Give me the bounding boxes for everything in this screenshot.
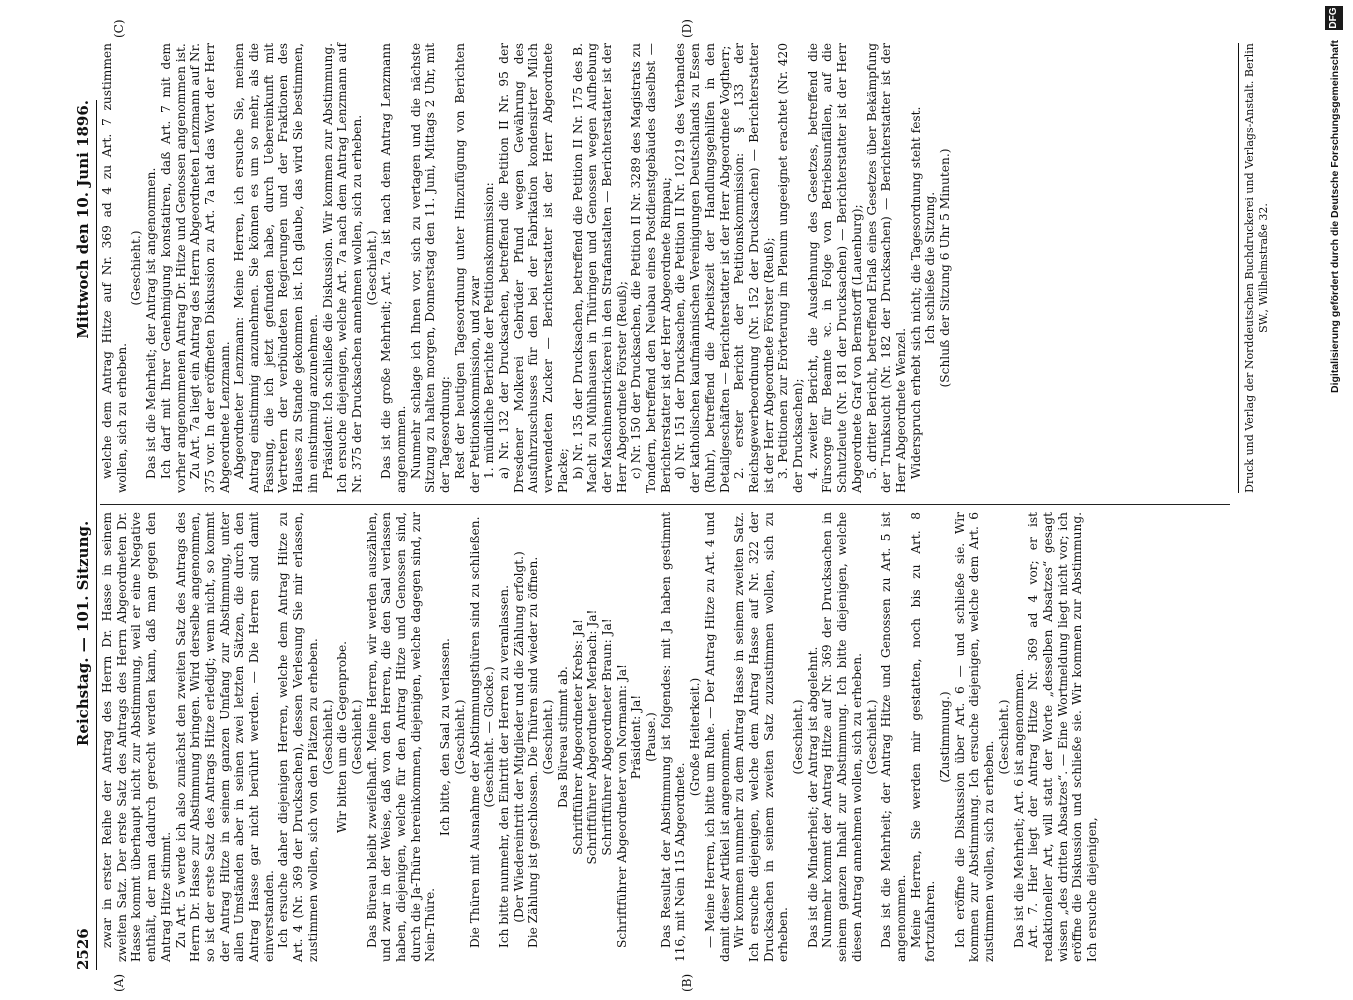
- paragraph: Art. 7. Hier liegt der Antrag Hitze Nr. 369 ad 4 vor; er ist redaktioneller Art, will statt der Worte „desselben Absatzes“ gesagt wissen „des dritten Absatzes“. — Eine Wortmeldung liegt nicht vor; ich eröffne die Diskussion und schließe sie. Wir kommen zur Abstimmung. Ich ersuche diejenigen,: [1026, 512, 1100, 962]
- paragraph: 2. erster Bericht der Petitionskommission: § 133 der Reichsgewerbeordnung (Nr. 152 der Drucksachen) — Berichterstatter ist der Herr Abgeordnete Förster (Reuß);: [732, 43, 776, 493]
- right-column: [100, 43, 953, 493]
- paragraph: (Geschieht.): [452, 699, 467, 775]
- paragraph: Schriftführer Abgeordneter Merbach: Ja!: [585, 609, 600, 865]
- paragraph: Schriftführer Abgeordneter Krebs: Ja!: [570, 619, 585, 855]
- paragraph: Ich ersuche daher diejenigen Herren, welche dem Antrag Hitze zu Art. 4 (Nr. 369 der Drucksachen), dessen Verlesung Sie mir erlassen, zustimmen wollen, sich von den Plätzen zu erheben.: [276, 512, 320, 962]
- paragraph: 4. zweiter Bericht, die Ausdehnung des Gesetzes, betreffend die Fürsorge für Beamte ꝛc. in Folge von Betriebsunfällen, auf die Schutzleute (Nr. 181 der Drucksachen) — Berichterstatter ist der Herr Abgeordnete Graf von Bernstorff (Lauenburg);: [805, 43, 864, 493]
- paragraph: Die Thüren mit Ausnahme der Abstimmungsthüren sind zu schließen.: [467, 516, 482, 948]
- paragraph: Das ist die Minderheit; der Antrag ist abgelehnt.: [805, 646, 820, 948]
- paragraph: Das ist die Mehrheit; der Antrag Hitze und Genossen zu Art. 5 ist angenommen.: [879, 512, 908, 962]
- paragraph: Zu Art. 5 werde ich also zunächst den zweiten Satz des Antrags des Herrn Dr. Hasse zur Abstimmung bringen. Wird derselbe angenommen, so ist der erste Satz des Antrags Hitze erledigt; wenn nicht, so kommt der Antrag Hitze in seinem ganzen Umfang zur Abstimmung, unter allen Umständen aber in seinen zwei letzten Sätzen, die durch den Antrag Hasse gar nicht berührt werden. — Die Herren sind damit einverstanden.: [173, 512, 276, 962]
- paragraph: Meine Herren, Sie werden mir gestatten, noch bis zu Art. 8 fortzufahren.: [908, 512, 938, 962]
- paragraph: (Zustimmung.): [938, 691, 953, 783]
- paragraph: Präsident: Ich schließe die Diskussion. Wir kommen zur Abstimmung. Ich ersuche diejenigen, welche Art. 7a nach dem Antrag Lenzmann auf Nr. 375 der Drucksachen annehmen wollen, sich zu erheben.: [320, 43, 364, 493]
- paragraph: (Der Wiedereintritt der Mitglieder und die Zählung erfolgt.): [511, 551, 526, 923]
- paragraph: 3. Petitionen zur Erörterung im Plenum ungeeignet erachtet (Nr. 420 der Drucksachen);: [776, 43, 806, 493]
- paragraph: (Geschieht.): [791, 699, 806, 775]
- left-column: [100, 512, 1100, 962]
- paragraph: d) Nr. 151 der Drucksachen, die Petition II Nr. 10219 des Verbandes der katholischen kaufmännischen Vereinigungen Deutschlands zu Essen (Ruhr), betreffend die Arbeitszeit der Handlungsgehilfen in den Detailgeschäften — Berichterstatter ist der Herr Abgeordnete Vogtherr;: [673, 43, 732, 493]
- margin-marker-b: (B): [680, 973, 694, 992]
- paragraph: Das Resultat der Abstimmung ist folgendes: mit Ja haben gestimmt 116, mit Nein 115 Abgeordnete.: [658, 512, 688, 962]
- digitization-text: Digitalisierung gefördert durch die Deutsche Forschungsgemeinschaft: [1329, 40, 1341, 393]
- digitization-note: [1288, 0, 1343, 1000]
- paragraph: Das ist die Mehrheit; Art. 6 ist angenommen.: [1011, 668, 1026, 948]
- paragraph: Ich schließe die Sitzung.: [923, 191, 938, 345]
- paragraph: Zu Art. 7a liegt ein Antrag des Herrn Abgeordneten Lenzmann auf Nr. 375 vor. In der eröffneten Diskussion zu Art. 7a hat das Wort der Herr Abgeordnete Lenzmann.: [188, 43, 232, 493]
- paragraph: (Pause.): [644, 712, 659, 762]
- dfg-logo: DFG: [1325, 6, 1343, 30]
- paragraph: welche dem Antrag Hitze auf Nr. 369 ad 4 zu Art. 7 zustimmen wollen, sich zu erheben.: [100, 43, 129, 493]
- paragraph: 5. dritter Bericht, betreffend Erlaß eines Gesetzes über Bekämpfung der Trunksucht (Nr. 182 der Drucksachen) — Berichterstatter ist der Herr Abgeordnete Wenzel.: [864, 43, 908, 493]
- paragraph: Präsident: Ja!: [629, 694, 644, 780]
- paragraph: Ich bitte, den Saal zu verlassen.: [438, 638, 453, 836]
- paragraph: Ich darf mit Ihrer Genehmigung konstatiren, daß Art. 7 mit dem vorher angenommenen Antrag Dr. Hitze und Genossen angenommen ist.: [158, 43, 188, 493]
- paragraph: b) Nr. 135 der Drucksachen, betreffend die Petition II Nr. 175 des B. Macht zu Mühlhausen in Thüringen und Genossen wegen Aufhebung der Maschinenstrickerei in den Strafanstalten — Berichterstatter ist der Herr Abgeordnete Förster (Reuß);: [570, 43, 629, 493]
- paragraph: — Meine Herren, ich bitte um Ruhe. — Der Antrag Hitze zu Art. 4 und damit dieser Artikel ist angenommen.: [702, 512, 732, 962]
- paragraph: Wir kommen nunmehr zu dem Antrag Hasse in seinem zweiten Satz. Ich ersuche diejenigen, welche dem Antrag Hasse auf Nr. 322 der Drucksachen in seinem zweiten Satz zuzustimmen wollen, sich zu erheben.: [732, 512, 791, 962]
- paragraph: Ich bitte nunmehr, den Eintritt der Herren zu veranlassen.: [496, 585, 511, 948]
- paragraph: (Geschieht. — Glocke.): [482, 666, 497, 808]
- paragraph: Das Büreau stimmt ab.: [555, 666, 570, 808]
- paragraph: Schriftführer Abgeordneter Braun: Ja!: [599, 618, 614, 856]
- margin-marker-a: (A): [112, 973, 126, 992]
- paragraph: Abgeordneter Lenzmann: Meine Herren, ich ersuche Sie, meinen Antrag einstimmig anzunehmen. Sie können es um so mehr, als die Fassung, die ich jetzt gefunden habe, durch Uebereinkunft mit Vertretern der verbündeten Regierungen und der Fraktionen des Hauses zu Stande gekommen ist. Ich glaube, das wird Sie bestimmen, ihn einstimmig anzunehmen.: [232, 43, 320, 493]
- paragraph: (Geschieht.): [320, 699, 335, 775]
- paragraph: (Geschieht.): [541, 699, 556, 775]
- page-header: [50, 100, 97, 970]
- paragraph: a) Nr. 132 der Drucksachen, betreffend die Petition II Nr. 95 der Dresdener Molkerei Gebrüder Pfund wegen Gewährung des Ausfuhrzuschusses für den bei der Fabrikation kondensirter Milch verwendeten Zucker — Berichterstatter ist der Herr Abgeordnete Placke;: [496, 43, 570, 493]
- paragraph: (Schluß der Sitzung 6 Uhr 5 Minuten.): [938, 148, 953, 388]
- paragraph: (Große Heiterkeit.): [688, 677, 703, 797]
- paragraph: c) Nr. 150 der Drucksachen, die Petition II Nr. 3289 des Magistrats zu Tondern, betreffend den Neubau eines Postdienstgebäudes daselbst — Berichterstatter ist der Herr Abgeordnete Rimpau;: [629, 43, 673, 493]
- session-date: Mittwoch den 10. Juni 1896.: [74, 100, 92, 339]
- paragraph: Ich eröffne die Diskussion über Art. 6 — und schließe sie. Wir kommen zur Abstimmung. Ich ersuche diejenigen, welche dem Art. 6 zustimmen wollen, sich zu erheben.: [952, 512, 997, 962]
- paragraph: 1. mündliche Berichte der Petitionskommission:: [482, 182, 497, 479]
- margin-marker-d: (D): [680, 19, 694, 38]
- printer-imprint: Druck und Verlag der Norddeutschen Buchdruckerei und Verlags-Anstalt. Berlin SW., Wilhelmstraße 32.: [1238, 43, 1271, 493]
- paragraph: (Geschieht.): [996, 699, 1011, 775]
- page-number: 2526: [74, 928, 92, 970]
- paragraph: Das ist die große Mehrheit; Art. 7a ist nach dem Antrag Lenzmann angenommen.: [379, 43, 409, 493]
- paragraph: Das ist die Mehrheit; der Antrag ist angenommen.: [144, 167, 159, 479]
- session-title: Reichstag. — 101. Sitzung.: [74, 520, 92, 747]
- paragraph: Schriftführer Abgeordneter von Normann: Ja!: [614, 664, 629, 948]
- paragraph: (Geschieht.): [364, 230, 379, 306]
- paragraph: Das Büreau bleibt zweifelhaft. Meine Herren, wir werden auszählen, und zwar in der Weise, daß von den Herren, die den Saal verlassen haben, diejenigen, welche für den Antrag Hitze und Genossen sind, durch die Ja-Thüre hereinkommen, diejenigen, welche dagegen sind, zur Nein-Thüre.: [364, 512, 438, 962]
- paragraph: Die Zählung ist geschlossen. Die Thüren sind wieder zu öffnen.: [526, 556, 541, 948]
- paragraph: Wir bitten um die Gegenprobe.: [335, 640, 350, 834]
- paragraph: Nunmehr schlage ich Ihnen vor, sich zu vertagen und die nächste Sitzung zu halten morgen, Donnerstag den 11. Juni, Mittags 2 Uhr, mit der Tagesordnung:: [408, 43, 453, 493]
- paragraph: (Geschieht.): [129, 230, 144, 306]
- paragraph: zwar in erster Reihe der Antrag des Herrn Dr. Hasse in seinem zweiten Satz. Der erste Satz des Antrags des Herrn Abgeordneten Dr. Hasse kommt überhaupt nicht zur Abstimmung, weil er eine Negative enthält, der man dadurch gerecht werden kann, daß man gegen den Antrag Hitze stimmt.: [100, 512, 173, 962]
- margin-marker-c: (C): [112, 19, 126, 38]
- paragraph: Nunmehr kommt der Antrag Hitze auf Nr. 369 der Drucksachen in seinem ganzen Inhalt zur Abstimmung. Ich bitte diejenigen, welche diesen Antrag annehmen wollen, sich zu erheben.: [820, 512, 864, 962]
- paragraph: Rest der heutigen Tagesordnung unter Hinzufügung von Berichten der Petitionskommission, und zwar: [452, 43, 482, 493]
- paragraph: (Geschieht.): [864, 699, 879, 775]
- paragraph: Widerspruch erhebt sich nicht; die Tagesordnung steht fest.: [908, 106, 923, 479]
- paragraph: (Geschieht.): [349, 699, 364, 775]
- column-divider: [100, 504, 1230, 505]
